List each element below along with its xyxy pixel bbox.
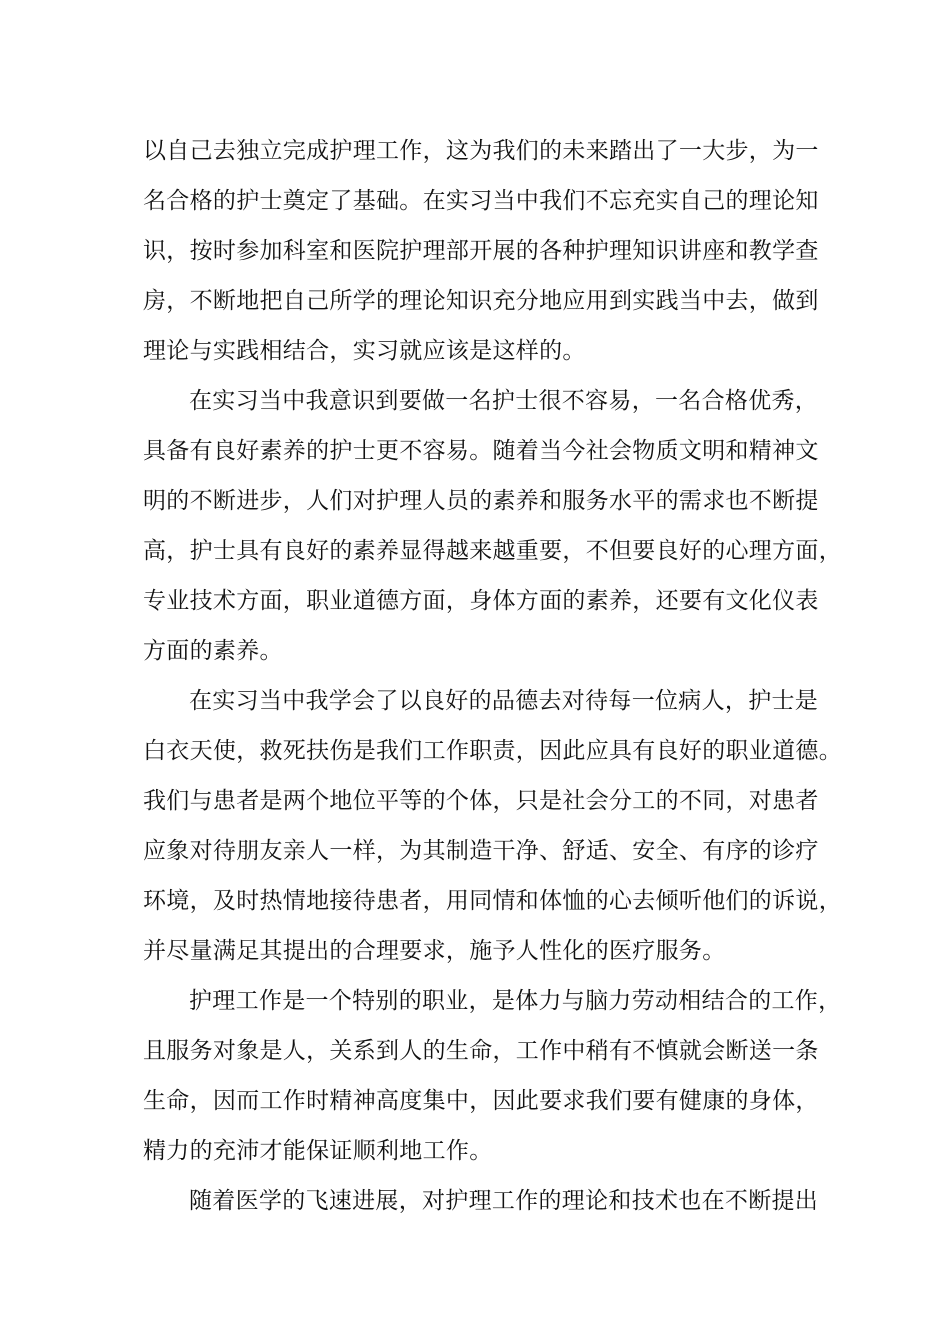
- text-line: 且服务对象是人，关系到人的生命，工作中稍有不慎就会断送一条: [143, 1038, 819, 1064]
- text-line: 应象对待朋友亲人一样，为其制造干净、舒适、安全、有序的诊疗: [143, 838, 819, 864]
- paragraph-2: [143, 376, 842, 676]
- text-line: 我们与患者是两个地位平等的个体，只是社会分工的不同，对患者: [143, 788, 819, 814]
- text-line: 在实习当中我学会了以良好的品德去对待每一位病人，护士是: [189, 688, 819, 714]
- paragraph-5: [143, 1176, 819, 1226]
- text-line: 护理工作是一个特别的职业，是体力与脑力劳动相结合的工作，: [189, 988, 842, 1014]
- text-line: 环境，及时热情地接待患者，用同情和体恤的心去倾听他们的诉说，: [143, 888, 842, 914]
- text-line: 名合格的护士奠定了基础。在实习当中我们不忘充实自己的理论知: [143, 188, 819, 214]
- paragraph-1: [143, 126, 819, 376]
- text-line: 高，护士具有良好的素养显得越来越重要，不但要良好的心理方面，: [143, 538, 842, 564]
- document-body: [143, 126, 842, 1226]
- text-line: 在实习当中我意识到要做一名护士很不容易，一名合格优秀，: [189, 388, 819, 414]
- text-line: 明的不断进步，人们对护理人员的素养和服务水平的需求也不断提: [143, 488, 819, 514]
- text-line: 具备有良好素养的护士更不容易。随着当今社会物质文明和精神文: [143, 438, 819, 464]
- text-line: 方面的素养。: [143, 638, 283, 664]
- text-line: 精力的充沛才能保证顺利地工作。: [143, 1138, 493, 1164]
- text-line: 理论与实践相结合，实习就应该是这样的。: [143, 338, 586, 364]
- text-line: 房，不断地把自己所学的理论知识充分地应用到实践当中去，做到: [143, 288, 819, 314]
- text-line: 识，按时参加科室和医院护理部开展的各种护理知识讲座和教学查: [143, 238, 819, 264]
- text-line: 并尽量满足其提出的合理要求，施予人性化的医疗服务。: [143, 938, 726, 964]
- text-line: 生命，因而工作时精神高度集中，因此要求我们要有健康的身体，: [143, 1088, 819, 1114]
- text-line: 白衣天使，救死扶伤是我们工作职责，因此应具有良好的职业道德。: [143, 738, 842, 764]
- text-line: 专业技术方面，职业道德方面，身体方面的素养，还要有文化仪表: [143, 588, 819, 614]
- text-line: 以自己去独立完成护理工作，这为我们的未来踏出了一大步，为一: [143, 138, 819, 164]
- text-line: 随着医学的飞速进展，对护理工作的理论和技术也在不断提出: [189, 1188, 819, 1214]
- paragraph-3: [143, 676, 842, 976]
- paragraph-4: [143, 976, 842, 1176]
